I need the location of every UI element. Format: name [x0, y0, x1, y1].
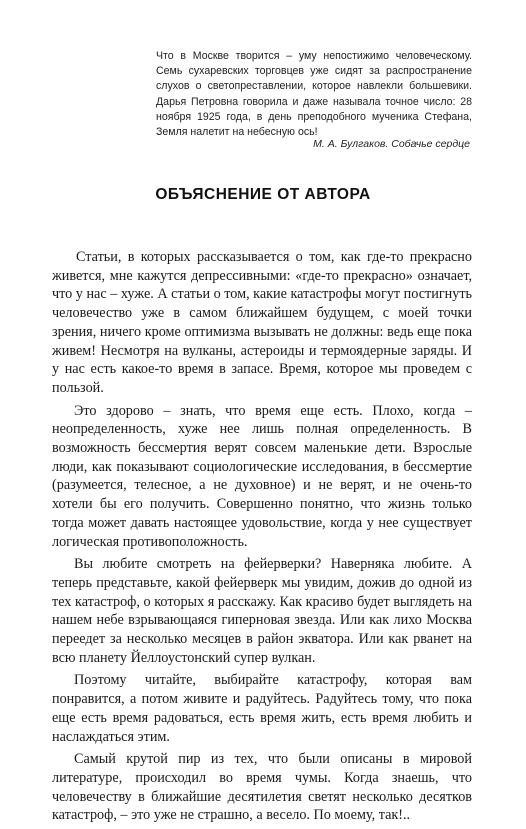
chapter-title: ОБЪЯСНЕНИЕ ОТ АВТОРА — [155, 186, 371, 203]
paragraph-2: Это здорово – знать, что время еще есть. Плохо, когда – неопределенность, хуже нее лишь полная определенность. В возможность бессмертия верят совсем маленькие дети. Взрослые люди, как показывают социологические исследования, в бессмертие (разумеется, телесное, а не духовное) и не верят, и не очень-то хотели бы его получить. Совершенно понятно, что жизнь только тогда может давать настоящее удовольствие, когда у нее существует логическая противоположность. — [52, 402, 472, 550]
paragraph-5: Самый крутой пир из тех, что были описаны в мировой литературе, происходил во время чумы. Когда знаешь, что человечеству в ближайшие десятилетия светят несколько десятков катастроф, – это уже не страшно, а весело. По моему, так!.. — [52, 751, 472, 824]
chapter-body — [52, 248, 472, 829]
epigraph-source: М. А. Булгаков. Собачье сердце — [313, 138, 470, 150]
paragraph-3: Вы любите смотреть на фейерверки? Наверняка любите. А теперь представьте, какой фейерверк мы увидим, дожив до одной из тех катастроф, о которых я расскажу. Как красиво будет выглядеть на нашем небе взрывающаяся гиперновая звезда. Или как лихо Москва переедет за несколько месяцев в район экватора. Или как рванет на всю планету Йеллоустонский супер вулкан. — [52, 556, 472, 666]
paragraph-1: Статьи, в которых рассказывается о том, как где-то прекрасно живется, мне кажутся депрессивными: «где-то прекрасно» означает, что у нас – хуже. А статьи о том, какие катастрофы могут постигнуть человечество уже в самом ближайшем будущем, с моей точки зрения, ничего кроме оптимизма вызывать не должны: ведь еще пока живем! Несмотря на вулканы, астероиды и термоядерные заряды. И у нас есть какое-то время в запасе. Время, которое мы проведем с пользой. — [52, 249, 472, 396]
paragraph-4: Поэтому читайте, выбирайте катастрофу, которая вам понравится, а потом живите и радуйтесь. Радуйтесь тому, что пока еще есть время радоваться, есть время жить, есть время любить и наслаждаться этим. — [52, 672, 472, 745]
epigraph-text: Что в Москве творится – уму непостижимо человеческому. Семь сухаревских торговцев уже сидят за распространение слухов о светопреставлении, которое навлекли большевики. Дарья Петровна говорила и даже называла точное число: 28 ноября 1925 года, в день преподобного мученика Стефана, Земля налетит на небесную ось! — [156, 50, 472, 139]
